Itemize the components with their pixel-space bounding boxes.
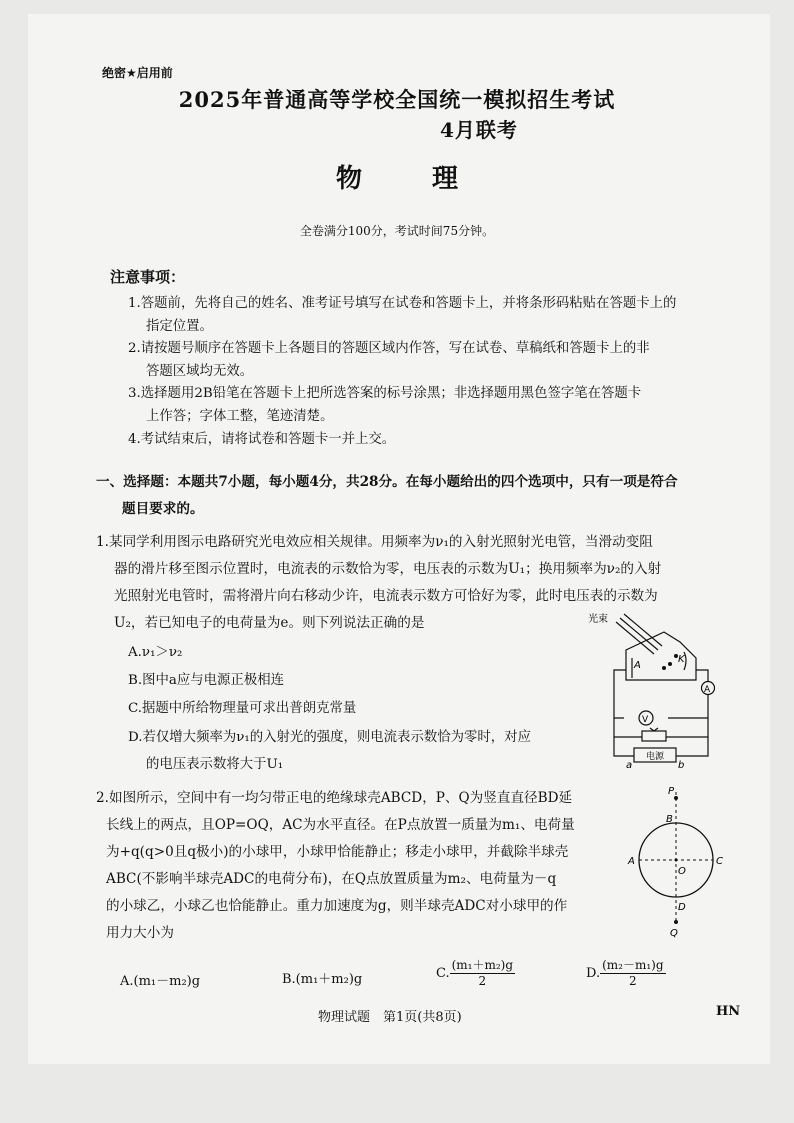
q1-option-b: B.图中a应与电源正极相连 xyxy=(128,673,284,688)
q2-stem-line: 的小球乙，小球乙也恰能静止。重力加速度为g，则半球壳ADC对小球甲的作 xyxy=(106,898,568,914)
label-q: Q xyxy=(670,928,678,939)
q2-option-b: B.(m₁＋m₂)g xyxy=(282,972,363,987)
q2-stem-line: 为+q(q>0且q极小)的小球甲，小球甲恰能静止；移走小球甲，并截除半球壳 xyxy=(106,844,569,860)
q1-option-d-cont: 的电压表示数将大于U₁ xyxy=(146,757,284,772)
voltmeter-label: V xyxy=(642,715,649,725)
q1-stem-line: 1.某同学利用图示电路研究光电效应相关规律。用频率为ν₁的入射光照射光电管，当滑动变阻 xyxy=(96,534,653,550)
q1-stem-line: U₂，若已知电子的电荷量为e。则下列说法正确的是 xyxy=(114,615,425,631)
circuit-wire xyxy=(614,670,626,718)
electron xyxy=(662,666,666,670)
exam-title: 2025年普通高等学校全国统一模拟招生考试 xyxy=(178,87,616,112)
center-o xyxy=(675,859,678,862)
subject-title: 物 理 xyxy=(335,164,459,194)
q1-option-c: C.据题中所给物理量可求出普朗克常量 xyxy=(128,701,357,716)
label-o: O xyxy=(678,866,686,877)
q1-option-d: D.若仅增大频率为ν₁的入射光的强度，则电流表示数恰为零时，对应 xyxy=(128,730,531,745)
region-code: HN xyxy=(716,1004,741,1019)
page-footer: 物理试题 第1页(共8页) xyxy=(318,1010,462,1025)
label-c: C xyxy=(716,856,723,867)
q1-option-a: A.ν₁＞ν₂ xyxy=(128,645,183,660)
light-ray xyxy=(616,622,654,654)
cathode-label: K xyxy=(678,654,685,665)
notice-line: 1.答题前，先将自己的姓名、准考证号填写在试卷和答题卡上，并将条形码粘贴在答题卡上的 xyxy=(128,296,677,311)
notice-line: 2.请按题号顺序在答题卡上各题目的答题区域内作答，写在试卷、草稿纸和答题卡上的非 xyxy=(128,341,650,356)
notice-line: 3.选择题用2B铅笔在答题卡上把所选答案的标号涂黑；非选择题用黑色签字笔在答题卡 xyxy=(128,386,642,401)
q2-option-c: C. $\frac{\text{(m₁＋m₂)g}}{2}$ xyxy=(436,958,514,988)
source-label: 电源 xyxy=(646,752,665,762)
q1-stem-line: 光照射光电管时，需将滑片向右移动少许，电流表示数方可恰好为零，此时电压表的示数为 xyxy=(114,588,658,604)
label-p: P xyxy=(668,786,675,797)
label-b: B xyxy=(666,814,673,825)
q2-stem-line: 2.如图所示，空间中有一均匀带正电的绝缘球壳ABCD，P、Q为竖直直径BD延 xyxy=(96,790,573,806)
notice-heading: 注意事项： xyxy=(110,268,186,286)
q2-sphere-diagram xyxy=(622,782,726,942)
circuit-wire xyxy=(696,670,708,682)
confidential-label: 绝密★启用前 xyxy=(102,66,173,80)
circuit-wire xyxy=(666,718,708,737)
q2-stem-line: ABC(不影响半球壳ADC的电荷分布)，在Q点放置质量为m₂、电荷量为－q xyxy=(106,871,557,887)
point-q xyxy=(674,920,678,924)
rheostat xyxy=(642,731,666,741)
q1-circuit-diagram xyxy=(584,610,724,770)
circuit-wire xyxy=(614,737,634,756)
q2-stem-line: 用力大小为 xyxy=(106,925,174,941)
notice-line: 答题区域均无效。 xyxy=(146,364,254,379)
q2-stem-line: 长线上的两点，且OP=OQ，AC为水平直径。在P点放置一质量为m₁、电荷量 xyxy=(106,817,575,833)
anode-label: A xyxy=(634,660,641,671)
terminal-a-label: a xyxy=(626,760,633,770)
exam-subtitle: 4月联考 xyxy=(440,118,518,142)
light-label: 光束 xyxy=(588,614,608,625)
terminal-b-label: b xyxy=(678,760,685,770)
section-heading: 一、选择题：本题共7小题，每小题4分，共28分。在每小题给出的四个选项中，只有一项是符合 xyxy=(96,474,678,490)
q2-option-d: D. $\frac{\text{(m₂－m₁)g}}{2}$ xyxy=(586,958,664,988)
label-d: D xyxy=(678,902,686,913)
circuit-wire xyxy=(676,737,708,756)
notice-line: 指定位置。 xyxy=(146,319,213,334)
section-heading-cont: 题目要求的。 xyxy=(122,501,204,517)
label-a: A xyxy=(628,856,635,867)
light-ray xyxy=(624,614,662,646)
point-p xyxy=(674,796,678,800)
electron xyxy=(668,662,672,666)
light-ray xyxy=(620,618,658,650)
score-info: 全卷满分100分，考试时间75分钟。 xyxy=(299,224,495,238)
circuit-wire xyxy=(668,694,708,718)
notice-line: 4.考试结束后，请将试卷和答题卡一并上交。 xyxy=(128,432,396,447)
q1-stem-line: 器的滑片移至图示位置时，电流表的示数恰为零，电压表的示数为U₁；换用频率为ν₂的入射 xyxy=(114,561,662,577)
notice-line: 上作答；字体工整，笔迹清楚。 xyxy=(146,409,334,424)
q2-option-a: A.(m₁－m₂)g xyxy=(120,974,201,989)
circuit-wire xyxy=(614,718,642,737)
ammeter-label: A xyxy=(704,685,711,695)
